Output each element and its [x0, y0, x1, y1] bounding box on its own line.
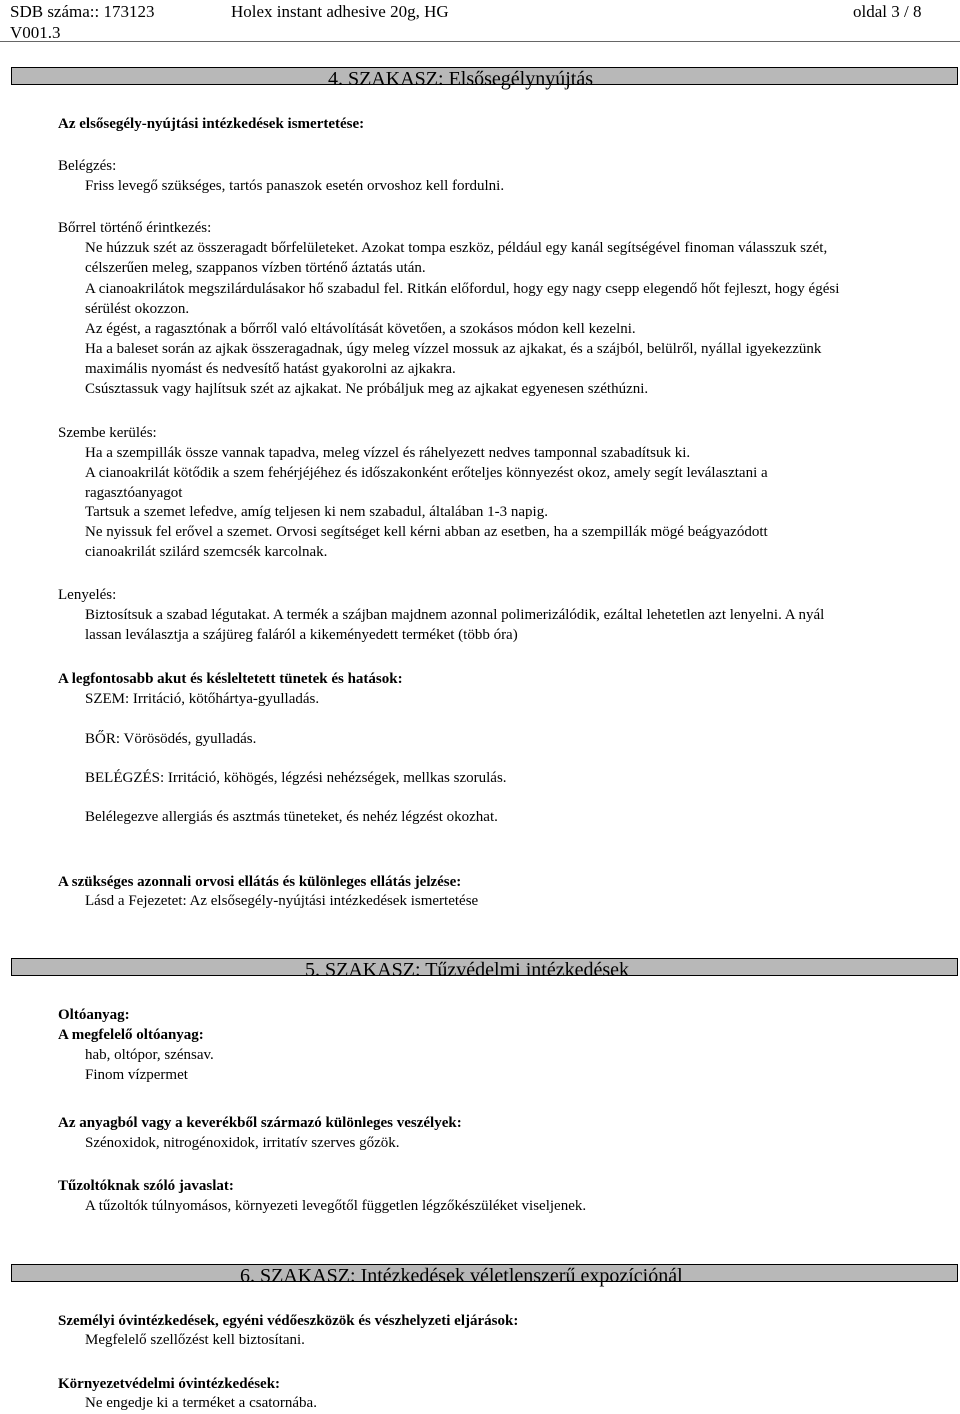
ingestion-line: lassan leválasztja a szájüreg faláról a kikeményedett terméket (több óra): [85, 627, 518, 643]
firefighter-advice-heading: Tűzoltóknak szóló javaslat:: [58, 1178, 234, 1194]
section-4-title: 4. SZAKASZ: Elsősegélynyújtás: [328, 68, 593, 90]
skin-line: A cianoakrilátok megszilárdulásakor hő szabadul fel. Ritkán előfordul, hogy egy nagy csepp elegendő hőt fejleszt, hogy égési: [85, 281, 840, 297]
skin-label: Bőrrel történő érintkezés:: [58, 220, 212, 236]
eye-label: Szembe kerülés:: [58, 425, 157, 441]
eye-line: A cianoakrilát kötődik a szem fehérjéjéhez és időszakonként erőteljes könnyezést okoz, amely segít leválasztani a: [85, 465, 768, 481]
ingestion-line: Biztosítsuk a szabad légutakat. A termék a szájban majdnem azonnal polimerizálódik, ezáltal lehetetlen azt lenyelni. A nyál: [85, 607, 825, 623]
skin-line: Ha a baleset során az ajkak összeragadnak, úgy meleg vízzel mossuk az ajkakat, és a szájból, belülről, nyállal igyekezzünk: [85, 341, 822, 357]
eye-line: cianoakrilát szilárd szemcsék karcolnak.: [85, 544, 328, 560]
skin-line: sérülést okozzon.: [85, 301, 190, 317]
environmental-precautions-text: Ne engedje ki a terméket a csatornába.: [85, 1395, 317, 1411]
skin-line: célszerűen meleg, szappanos vízben történő áztatás után.: [85, 260, 426, 276]
symptom-skin: BŐR: Vörösödés, gyulladás.: [85, 731, 257, 747]
personal-precautions-text: Megfelelő szellőzést kell biztosítani.: [85, 1332, 305, 1348]
media-heading: Oltóanyag:: [58, 1007, 130, 1023]
skin-line: Csúsztassuk vagy hajlítsuk szét az ajkakat. Ne próbáljuk meg az ajkakat egyenesen széthúzni.: [85, 381, 649, 397]
skin-line: maximális nyomást és nedvesítő hatást gyakorolni az ajkakra.: [85, 361, 456, 377]
section-5-title: 5. SZAKASZ: Tűzvédelmi intézkedések: [305, 959, 630, 981]
environmental-precautions-heading: Környezetvédelmi óvintézkedések:: [58, 1376, 281, 1392]
inhalation-text: Friss levegő szükséges, tartós panaszok esetén orvoshoz kell fordulni.: [85, 178, 505, 194]
version: V001.3: [10, 23, 61, 42]
section-6-title: 6. SZAKASZ: Intézkedések véletlenszerű expozíciónál: [240, 1265, 683, 1287]
skin-line: Az égést, a ragasztónak a bőrről való eltávolítását követően, a szokásos módon kell kezelni.: [85, 321, 636, 337]
medical-heading: A szükséges azonnali orvosi ellátás és különleges ellátás jelzése:: [58, 874, 462, 890]
medical-text: Lásd a Fejezetet: Az elsősegély-nyújtási intézkedések ismertetése: [85, 893, 479, 909]
suitable-media-2: Finom vízpermet: [85, 1067, 188, 1083]
suitable-media-heading: A megfelelő oltóanyag:: [58, 1027, 204, 1043]
sdb-number: SDB száma:: 173123: [10, 2, 155, 21]
header-rule: [0, 41, 960, 42]
special-hazards-text: Szénoxidok, nitrogénoxidok, irritatív szerves gőzök.: [85, 1135, 400, 1151]
symptoms-heading: A legfontosabb akut és késleltetett tünetek és hatások:: [58, 671, 403, 687]
personal-precautions-heading: Személyi óvintézkedések, egyéni védőeszközök és vészhelyzeti eljárások:: [58, 1313, 519, 1329]
firefighter-advice-text: A tűzoltók túlnyomásos, környezeti levegőtől független légzőkészüléket viseljenek.: [85, 1198, 587, 1214]
product-name: Holex instant adhesive 20g, HG: [231, 2, 449, 21]
eye-line: Tartsuk a szemet lefedve, amíg teljesen ki nem szabadul, általában 1-3 napig.: [85, 504, 548, 520]
skin-line: Ne húzzuk szét az összeragadt bőrfelületeket. Azokat tompa eszköz, például egy kanál segítségével finoman válasszuk szét,: [85, 240, 828, 256]
symptom-eye: SZEM: Irritáció, kötőhártya-gyulladás.: [85, 691, 320, 707]
page-number: oldal 3 / 8: [853, 2, 922, 21]
symptom-inhalation: BELÉGZÉS: Irritáció, köhögés, légzési nehézségek, mellkas szorulás.: [85, 770, 507, 786]
symptom-allergy: Belélegezve allergiás és asztmás tüneteket, és nehéz légzést okozhat.: [85, 809, 498, 825]
suitable-media-1: hab, oltópor, szénsav.: [85, 1047, 214, 1063]
eye-line: Ha a szempillák össze vannak tapadva, meleg vízzel és ráhelyezett nedves tamponnal szabadítsuk ki.: [85, 445, 691, 461]
first-aid-heading: Az elsősegély-nyújtási intézkedések ismertetése:: [58, 116, 365, 132]
special-hazards-heading: Az anyagból vagy a keverékből származó különleges veszélyek:: [58, 1115, 462, 1131]
inhalation-label: Belégzés:: [58, 158, 117, 174]
eye-line: Ne nyissuk fel erővel a szemet. Orvosi segítséget kell kérni abban az esetben, ha a szempillák mögé beágyazódott: [85, 524, 768, 540]
eye-line: ragasztóanyagot: [85, 485, 183, 501]
ingestion-label: Lenyelés:: [58, 587, 117, 603]
